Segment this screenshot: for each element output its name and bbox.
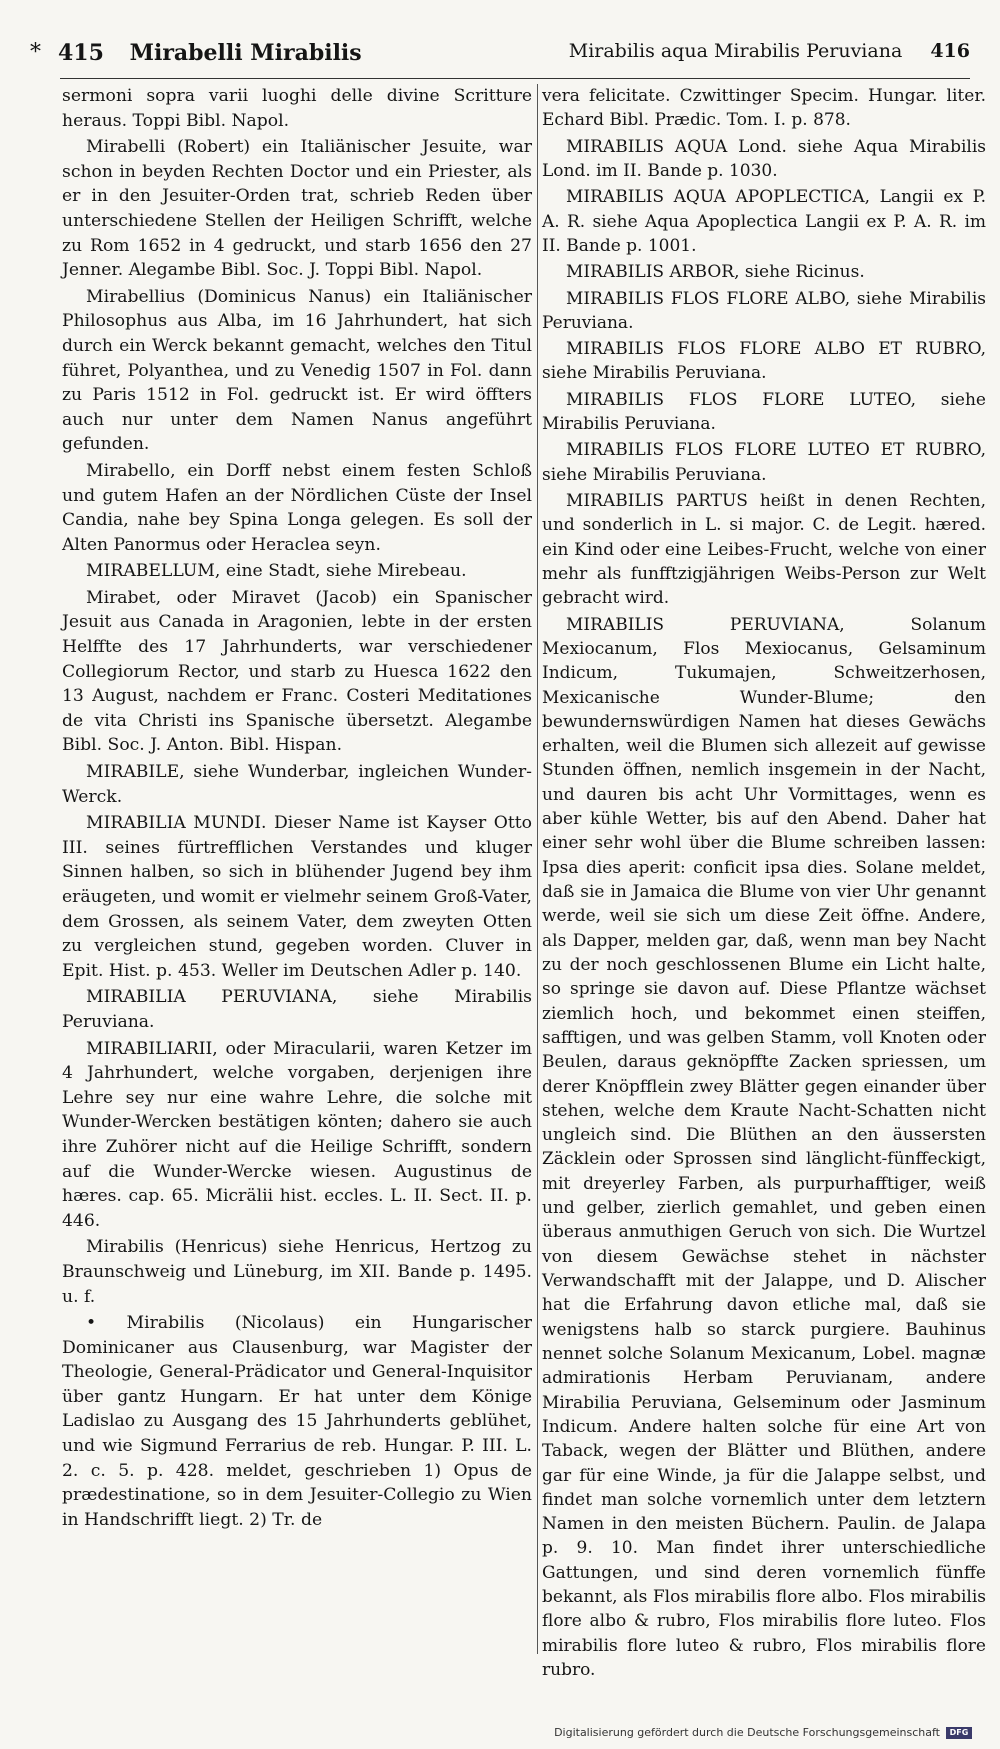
right-column	[542, 84, 986, 1684]
digitization-footer	[554, 1726, 972, 1739]
lexicon-entry: MIRABILIS AQUA APOPLECTICA, Langii ex P. A. R. siehe Aqua Apoplectica Langii ex P. A. R. im II. Bande p. 1001.	[542, 187, 986, 256]
lexicon-entry: Mirabet, oder Miravet (Jacob) ein Spanischer Jesuit aus Canada in Aragonien, lebte in der ersten Helffte des 17 Jahrhunderts, war verschiedener Collegiorum Rector, und starb zu Huesca 1622 den 13 August, nachdem er Franc. Costeri Meditationes de vita Christi ins Spanische übersetzt. Alegambe Bibl. Soc. J. Anton. Bibl. Hispan.	[62, 587, 532, 756]
lexicon-entry: Mirabilis (Henricus) siehe Henricus, Hertzog zu Braunschweig und Lüneburg, im XII. Bande p. 1495. u. f.	[62, 1237, 532, 1307]
lexicon-entry: Mirabelli (Robert) ein Italiänischer Jesuite, war schon in beyden Rechten Doctor und ein Priester, als er in den Jesuiter-Orden trat, schrieb Reden über unterschiedene Stellen der Heiligen Schrifft, welche zu Rom 1652 in 4 gedruckt, und starb 1656 den 27 Jenner. Alegambe Bibl. Soc. J. Toppi Bibl. Napol.	[62, 137, 532, 281]
lexicon-entry: vera felicitate. Czwittinger Specim. Hungar. liter. Echard Bibl. Prædic. Tom. I. p. 878.	[542, 86, 986, 131]
lexicon-entry: • Mirabilis (Nicolaus) ein Hungarischer Dominicaner aus Clausenburg, war Magister der Theologie, General-Prädicator und General-Inquisitor über gantz Hungarn. Er hat unter dem Könige Ladislao zu Ausgang des 15 Jahrhunderts geblühet, und wie Sigmund Ferrarius de reb. Hungar. P. III. L. 2. c. 5. p. 428. meldet, geschrieben 1) Opus de prædestinatione, so in dem Jesuiter-Collegio zu Wien in Handschrifft liegt. 2) Tr. de	[62, 1313, 532, 1530]
right-running-head: Mirabilis aqua Mirabilis Peruviana	[568, 40, 903, 62]
lexicon-entry: Mirabello, ein Dorff nebst einem festen Schloß und gutem Hafen an der Nördlichen Cüste der Insel Candia, nahe bey Spina Longa gelegen. Es soll der Alten Panormus oder Heraclea seyn.	[62, 460, 532, 555]
lexicon-entry: MIRABILIS FLOS FLORE ALBO, siehe Mirabilis Peruviana.	[542, 288, 986, 333]
right-page-number: 416	[930, 40, 970, 62]
lexicon-entry: MIRABILIS AQUA Lond. siehe Aqua Mirabilis Lond. im II. Bande p. 1030.	[542, 136, 986, 181]
left-page-number: 415	[58, 40, 104, 66]
lexicon-entry: MIRABILE, siehe Wunderbar, ingleichen Wunder-Werck.	[62, 762, 532, 807]
lexicon-entry: MIRABILIS FLOS FLORE ALBO ET RUBRO, siehe Mirabilis Peruviana.	[542, 339, 986, 384]
lexicon-entry: MIRABILIS PARTUS heißt in denen Rechten, und sonderlich in L. si major. C. de Legit. hæred. ein Kind oder eine Leibes-Frucht, welche von einer mehr als funfftzigjährigen Weibs-Person zur Welt gebracht wird.	[542, 491, 986, 609]
lexicon-entry: Mirabellius (Dominicus Nanus) ein Italiänischer Philosophus aus Alba, im 16 Jahrhundert, hat sich durch ein Werck bekannt gemacht, welches den Titul führet, Polyanthea, und zu Venedig 1507 in Fol. dann zu Paris 1512 in Fol. gedruckt ist. Er wird öffters auch nur unter dem Namen Nanus angeführt gefunden.	[62, 286, 532, 455]
dfg-logo: DFG	[946, 1727, 972, 1739]
lexicon-entry: MIRABILIS PERUVIANA, Solanum Mexiocanum, Flos Mexiocanus, Gelsaminum Indicum, Tukumajen, Schweitzerhosen, Mexicanische Wunder-Blume; den bewundernswürdigen Namen hat dieses Gewächs erhalten, weil die Blumen sich allezeit auf gewisse Stunden öffnen, nemlich insgemein in der Nacht, und dauren bis acht Uhr Vormittages, wenn es aber kühle Wetter, bis auf den Abend. Daher hat einer sehr wohl über die Blume schreiben lassen: Ipsa dies aperit: conficit ipsa dies. Solane meldet, daß sie in Jamaica die Blume von vier Uhr genannt werde, weil sie sich um diese Zeit öffne. Andere, als Dapper, melden gar, daß, wenn man bey Nacht zu der noch geschlossenen Blume ein Licht halte, so springe sie davon auf. Diese Pflantze wächset ziemlich hoch, und bekommet einen steiffen, safftigen, und was gelben Stamm, voll Knoten oder Beulen, daraus geknöpffte Zacken spriessen, um derer Knöpfflein zwey Blätter gegen einander über stehen, welche dem Kraute Nacht-Schatten nicht ungleich sind. Die Blüthen an den äussersten Zäcklein oder Sprossen sind länglicht-fünffeckigt, mit dreyerley Farben, als purpurhafftiger, weiß und gelber, zierlich gemahlet, und geben einen überaus anmuthigen Geruch von sich. Die Wurtzel von diesem Gewächse stehet in nächster Verwandschafft mit der Jalappe, und D. Alischer hat die Erfahrung davon etliche mal, daß sie wenigstens halb so starck purgiere. Bauhinus nennet solche Solanum Mexicanum, Lobel. magnæ admirationis Herbam Peruvianam, andere Mirabilia Peruviana, Gelseminum oder Jasminum Indicum. Andere halten solche für eine Art von Taback, wegen der Blätter und Blüthen, andere gar für eine Winde, ja für die Jalappe selbst, und findet man solche vornemlich unter dem letztern Namen in den meisten Büchern. Paulin. de Jalapa p. 9. 10. Man findet ihrer unterschiedliche Gattungen, und sind deren vornemlich fünffe bekannt, als Flos mirabilis flore albo. Flos mirabilis flore albo & rubro, Flos mirabilis flore luteo. Flos mirabilis flore luteo & rubro, Flos mirabilis flore rubro.	[542, 614, 986, 1680]
column-divider	[537, 84, 538, 1654]
lexicon-entry: MIRABILIA MUNDI. Dieser Name ist Kayser Otto III. seines fürtrefflichen Verstandes und kluger Sinnen halben, so sich in blühender Jugend bey ihm eräugeten, und womit er vielmehr seinem Groß-Vater, dem Grossen, als seinem Vater, dem zweyten Otten zu vergleichen stund, gegeben worden. Cluver in Epit. Hist. p. 453. Weller im Deutschen Adler p. 140.	[62, 813, 532, 981]
left-header	[58, 40, 362, 66]
lexicon-entry: sermoni sopra varii luoghi delle divine Scritture heraus. Toppi Bibl. Napol.	[62, 86, 532, 131]
right-header	[569, 40, 970, 62]
header-rule	[60, 78, 970, 79]
left-column	[62, 84, 532, 1534]
lexicon-entry: MIRABILIARII, oder Miracularii, waren Ketzer im 4 Jahrhundert, welche vorgaben, derjenigen ihre Lehre sey nur eine wahre Lehre, die solche mit Wunder-Wercken bestätigen könten; dahero sie auch ihre Zuhörer nicht auf die Heilige Schrifft, sondern auf die Wunder-Wercke wiesen. Augustinus de hæres. cap. 65. Micrälii hist. eccles. L. II. Sect. II. p. 446.	[62, 1038, 532, 1231]
lexicon-entry: MIRABILIA PERUVIANA, siehe Mirabilis Peruviana.	[62, 987, 532, 1032]
margin-star-mark: *	[30, 40, 41, 65]
left-running-head: Mirabelli Mirabilis	[129, 40, 362, 66]
footer-credit: Digitalisierung gefördert durch die Deutsche Forschungsgemeinschaft	[554, 1726, 940, 1739]
lexicon-entry: MIRABILIS FLOS FLORE LUTEO ET RUBRO, siehe Mirabilis Peruviana.	[542, 440, 986, 485]
lexicon-entry: MIRABILIS FLOS FLORE LUTEO, siehe Mirabilis Peruviana.	[542, 389, 986, 435]
lexicon-entry: MIRABILIS ARBOR, siehe Ricinus.	[566, 262, 865, 283]
running-header	[58, 40, 970, 76]
lexicon-entry: MIRABELLUM, eine Stadt, siehe Mirebeau.	[86, 561, 467, 582]
